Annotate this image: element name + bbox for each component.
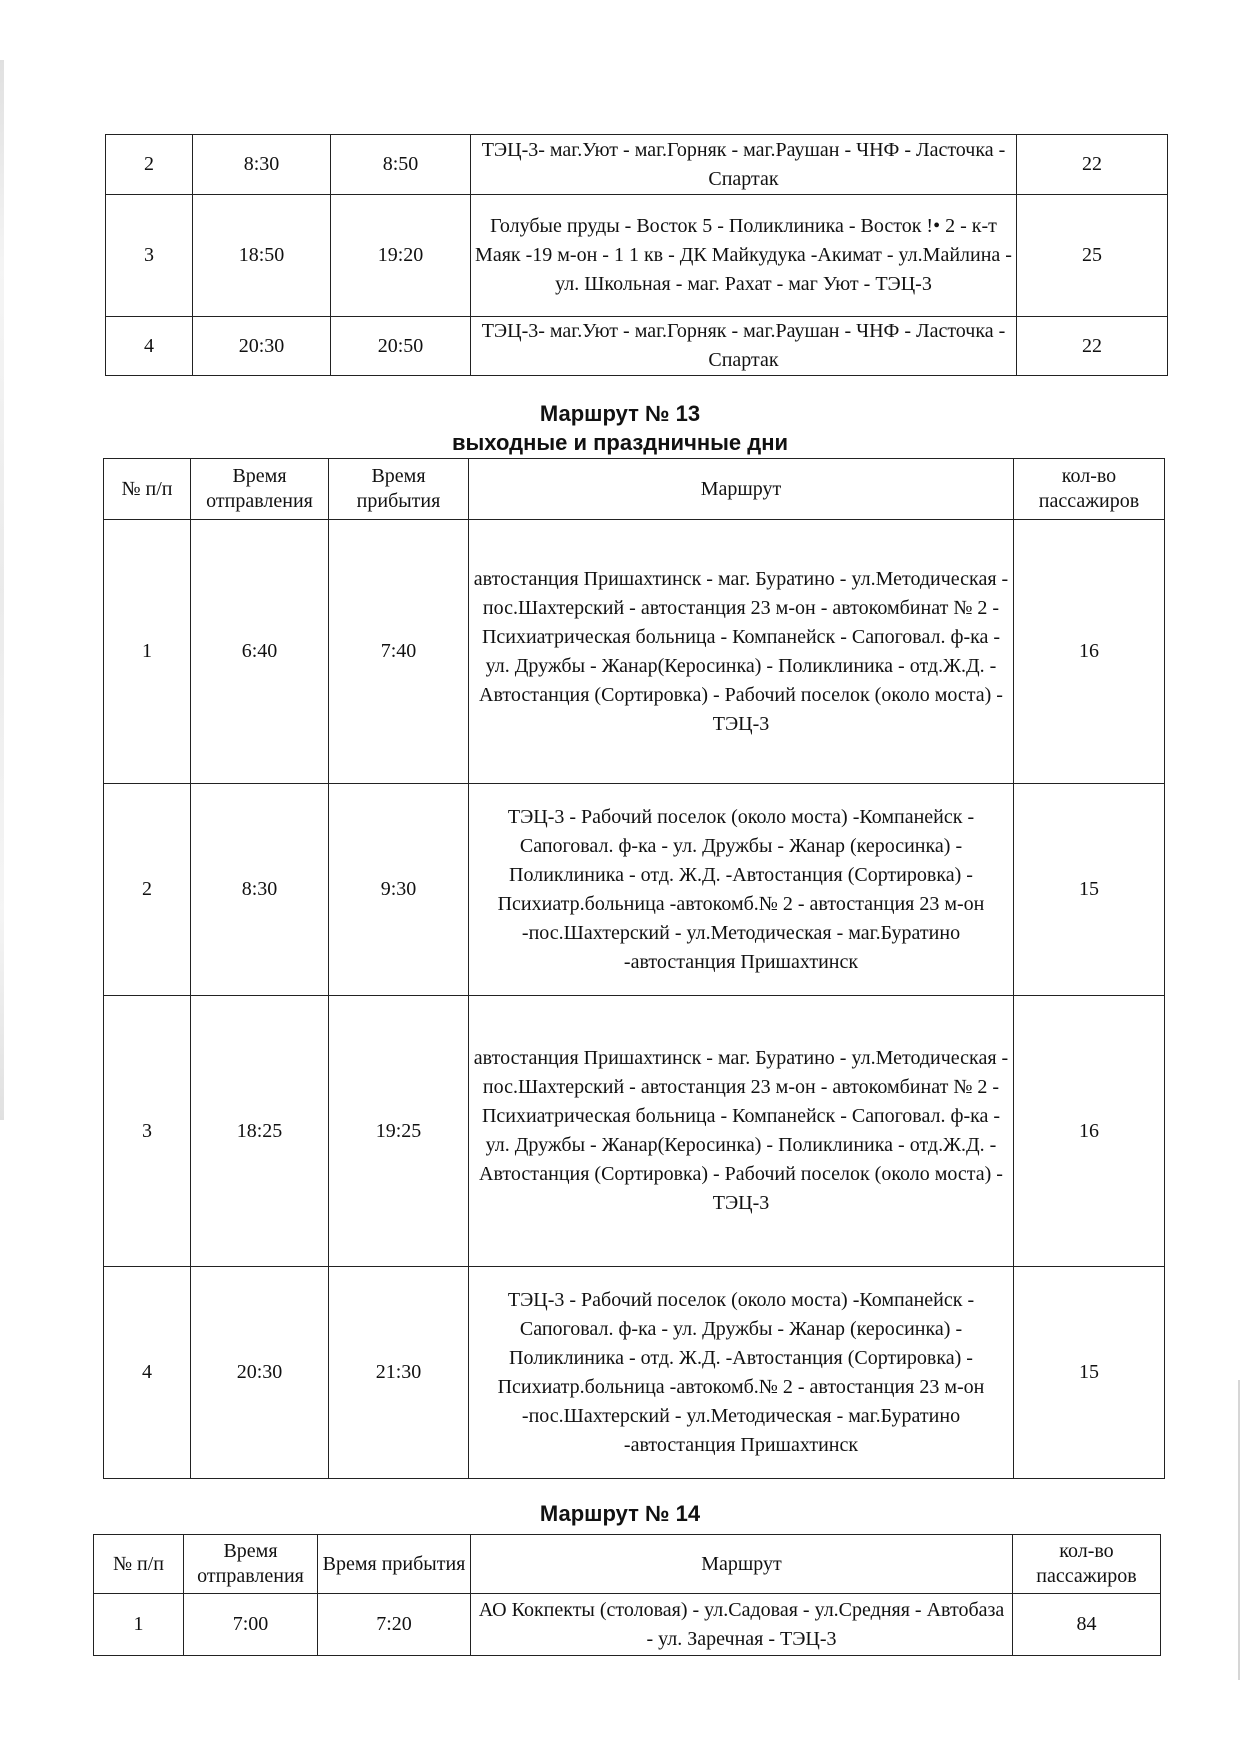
departure-time: 6:40 [191,520,329,784]
header-route: Маршрут [469,459,1014,520]
departure-time: 20:30 [193,317,331,376]
passenger-count: 25 [1017,195,1168,317]
route-description: ТЭЦ-3- маг.Уют - маг.Горняк - маг.Раушан - ЧНФ - Ласточка - Спартак [471,317,1017,376]
row-number: 3 [106,195,193,317]
route-description: автостанция Пришахтинск - маг. Буратино - ул.Методическая - пос.Шахтерский - автостанция 23 м-он - автокомбинат № 2 - Психиатрическая больница - Компанейск - Сапоговал. ф-ка - ул. Дружбы - Жанар(Керосинка) - Поликлиника - отд.Ж.Д. - Автостанция (Сортировка) - Рабочий поселок (около моста) - ТЭЦ-3 [469,520,1014,784]
header-passengers: кол-во пассажиров [1014,459,1165,520]
table-row [106,135,1168,195]
departure-time: 20:30 [191,1267,329,1479]
route-description: АО Кокпекты (столовая) - ул.Садовая - ул.Средняя - Автобаза - ул. Заречная - ТЭЦ-3 [471,1594,1013,1656]
route-14-title: Маршрут № 14 [539,1501,701,1526]
passenger-count: 22 [1017,317,1168,376]
table-row [104,784,1165,996]
header-passengers: кол-во пассажиров [1013,1535,1161,1594]
table-row [104,1267,1165,1479]
arrival-time: 7:20 [318,1594,471,1656]
header-arrival: Время прибытия [329,459,469,520]
route-13-subtitle: выходные и праздничные дни [451,430,789,455]
header-departure: Время отправления [191,459,329,520]
arrival-time: 19:25 [329,996,469,1267]
header-number: № п/п [104,459,191,520]
row-number: 4 [106,317,193,376]
route-description: автостанция Пришахтинск - маг. Буратино - ул.Методическая - пос.Шахтерский - автостанция 23 м-он - автокомбинат № 2 - Психиатрическая больница - Компанейск - Сапоговал. ф-ка - ул. Дружбы - Жанар(Керосинка) - Поликлиника - отд.Ж.Д. - Автостанция (Сортировка) - Рабочий поселок (около моста) - ТЭЦ-3 [469,996,1014,1267]
route-13-table [103,458,1165,1479]
passenger-count: 22 [1017,135,1168,195]
schedule-table-continued [105,134,1168,376]
arrival-time: 21:30 [329,1267,469,1479]
table-row [104,520,1165,784]
route-14-table [93,1534,1161,1656]
row-number: 2 [106,135,193,195]
scan-edge [0,60,4,1120]
passenger-count: 16 [1014,996,1165,1267]
row-number: 1 [94,1594,184,1656]
departure-time: 8:30 [191,784,329,996]
passenger-count: 15 [1014,784,1165,996]
passenger-count: 15 [1014,1267,1165,1479]
header-route: Маршрут [471,1535,1013,1594]
table-header-row [94,1535,1161,1594]
route-description: ТЭЦ-3- маг.Уют - маг.Горняк - маг.Раушан - ЧНФ - Ласточка - Спартак [471,135,1017,195]
departure-time: 18:50 [193,195,331,317]
table-row [106,195,1168,317]
header-number: № п/п [94,1535,184,1594]
route-13-title: Маршрут № 13 [539,401,701,426]
header-departure: Время отправления [184,1535,318,1594]
route-description: ТЭЦ-3 - Рабочий поселок (около моста) -Компанейск - Сапоговал. ф-ка - ул. Дружбы - Жанар (керосинка) - Поликлиника - отд. Ж.Д. -Автостанция (Сортировка) - Психиатр.больница -автокомб.№ 2 - автостанция 23 м-он -пос.Шахтерский - ул.Методическая - маг.Буратино -автостанция Пришахтинск [469,1267,1014,1479]
arrival-time: 7:40 [329,520,469,784]
table-row [94,1594,1161,1656]
row-number: 1 [104,520,191,784]
table-row [106,317,1168,376]
row-number: 2 [104,784,191,996]
route-description: ТЭЦ-3 - Рабочий поселок (около моста) -Компанейск - Сапоговал. ф-ка - ул. Дружбы - Жанар (керосинка) - Поликлиника - отд. Ж.Д. -Автостанция (Сортировка) - Психиатр.больница -автокомб.№ 2 - автостанция 23 м-он -пос.Шахтерский - ул.Методическая - маг.Буратино -автостанция Пришахтинск [469,784,1014,996]
arrival-time: 20:50 [331,317,471,376]
passenger-count: 16 [1014,520,1165,784]
departure-time: 7:00 [184,1594,318,1656]
table-row [104,996,1165,1267]
row-number: 4 [104,1267,191,1479]
header-arrival: Время прибытия [318,1535,471,1594]
route-description: Голубые пруды - Восток 5 - Поликлиника - Восток !• 2 - к-т Маяк -19 м-он - 1 1 кв - ДК Майкудука -Акимат - ул.Майлина - ул. Школьная - маг. Рахат - маг Уют - ТЭЦ-3 [471,195,1017,317]
departure-time: 8:30 [193,135,331,195]
arrival-time: 19:20 [331,195,471,317]
row-number: 3 [104,996,191,1267]
departure-time: 18:25 [191,996,329,1267]
table-header-row [104,459,1165,520]
arrival-time: 9:30 [329,784,469,996]
arrival-time: 8:50 [331,135,471,195]
passenger-count: 84 [1013,1594,1161,1656]
